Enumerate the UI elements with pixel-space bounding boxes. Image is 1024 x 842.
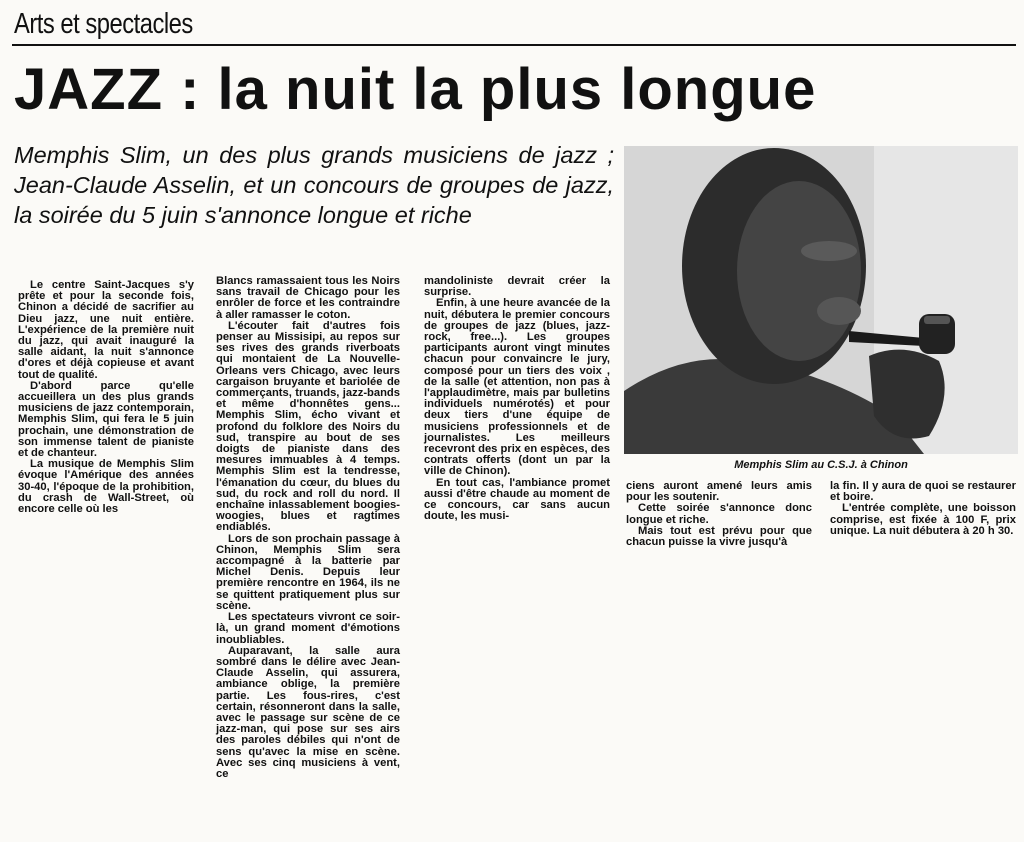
paragraph: Enfin, à une heure avancée de la nuit, débutera le premier concours de groupes de jazz (blues, jazz-rock, free...). Les groupes participants auront vingt minutes chacun pour convaincre le jury, composé pour un tiers des voix , de la salle (et attention, non pas à l'applaudimètre, mais par bulletins individuels numérotés) et pour deux tiers d'une équipe de musiciens professionnels et de journalistes. Les meilleurs recevront des prix en espèces, des contrats offerts (dont un par la ville de Chinon). <box>424 297 610 478</box>
section-rule <box>12 44 1016 46</box>
paragraph: ciens auront amené leurs amis pour les soutenir. <box>626 480 812 504</box>
photo-caption: Memphis Slim au C.S.J. à Chinon <box>734 459 908 471</box>
article-column-4 <box>626 481 812 548</box>
article-column-5 <box>830 481 1016 537</box>
paragraph: la fin. Il y aura de quoi se restaurer et boire. <box>830 480 1016 504</box>
paragraph: La musique de Memphis Slim évoque l'Amérique des années 30-40, l'époque de la prohibition, du crash de Wall-Street, où encore celle où les <box>18 458 194 516</box>
paragraph: D'abord parce qu'elle accueillera un des plus grands musiciens de jazz contemporain, Memphis Slim, qui fera le 5 juin prochain, une démonstration de son immense talent de pianiste et de chanteur. <box>18 379 194 460</box>
paragraph: L'écouter fait d'autres fois penser au Missisipi, au repos sur ses rives des grands riverboats qui montaient de La Nouvelle-Orleans vers Chicago, avec leurs cargaison bruyante et bariolée de commerçants, truands, jazz-bands et même d'honnêtes gens... Memphis Slim, écho vivant et profond du folklore des Noirs du sud, transpire au bout de ses doigts de pianiste dans des mesures immuables à 4 temps. Memphis Slim est la tendresse, l'émanation du cœur, du blues du sud, du rock and roll du nord. Il enchaîne inlassablement boogies-woogies, blues et ragtimes endiablés. <box>216 319 400 534</box>
paragraph: Cette soirée s'annonce donc longue et riche. <box>626 502 812 526</box>
paragraph: Les spectateurs vivront ce soir-là, un grand moment d'émotions inoubliables. <box>216 611 400 646</box>
standfirst: Memphis Slim, un des plus grands musiciens de jazz ; Jean-Claude Asselin, et un concours de groupes de jazz, la soirée du 5 juin s'annonce longue et riche <box>14 142 614 228</box>
article-column-1 <box>18 280 194 515</box>
article-column-2 <box>216 276 400 780</box>
paragraph: Le centre Saint-Jacques s'y prête et pour la seconde fois, Chinon a décidé de sacrifier au Dieu jazz, une nuit entière. L'expérience de la première nuit du jazz, qui avait inauguré la salle aidant, la nuit s'annonce d'ores et déjà copieuse et avant tout de qualité. <box>18 279 194 381</box>
photo-memphis-slim <box>624 146 1018 454</box>
paragraph: L'entrée complète, une boisson comprise, est fixée à 100 F, prix unique. La nuit débutera à 20 h 30. <box>830 502 1016 537</box>
headline: JAZZ : la nuit la plus longue <box>14 57 817 122</box>
paragraph: Blancs ramassaient tous les Noirs sans travail de Chicago pour les enrôler de force et les contraindre à aller ramasser le coton. <box>216 275 400 321</box>
paragraph: Mais tout est prévu pour que chacun puisse la vivre jusqu'à <box>626 524 812 549</box>
section-heading: Arts et spectacles <box>14 8 193 40</box>
paragraph: mandoliniste devrait créer la surprise. <box>424 275 610 299</box>
paragraph: Lors de son prochain passage à Chinon, Memphis Slim sera accompagné à la batterie par Michel Denis. Depuis leur première rencontre en 1964, ils ne se quittent pratiquement plus sur scène. <box>216 532 400 612</box>
portrait-illustration <box>624 146 1018 454</box>
article-column-3 <box>424 276 610 522</box>
paragraph: Auparavant, la salle aura sombré dans le délire avec Jean-Claude Asselin, qui assurera, ambiance oblige, la première partie. Les fous-rires, c'est certain, résonneront dans la salle, avec le passage sur scène de ce jazz-man, qui pose sur ses airs des paroles débiles qui n'ont de sens qu'avec la mise en scène. Avec ses cinq musiciens à vent, ce <box>216 644 400 780</box>
paragraph: En tout cas, l'ambiance promet aussi d'être chaude au moment de ce concours, car sans aucun doute, les musi- <box>424 476 610 523</box>
